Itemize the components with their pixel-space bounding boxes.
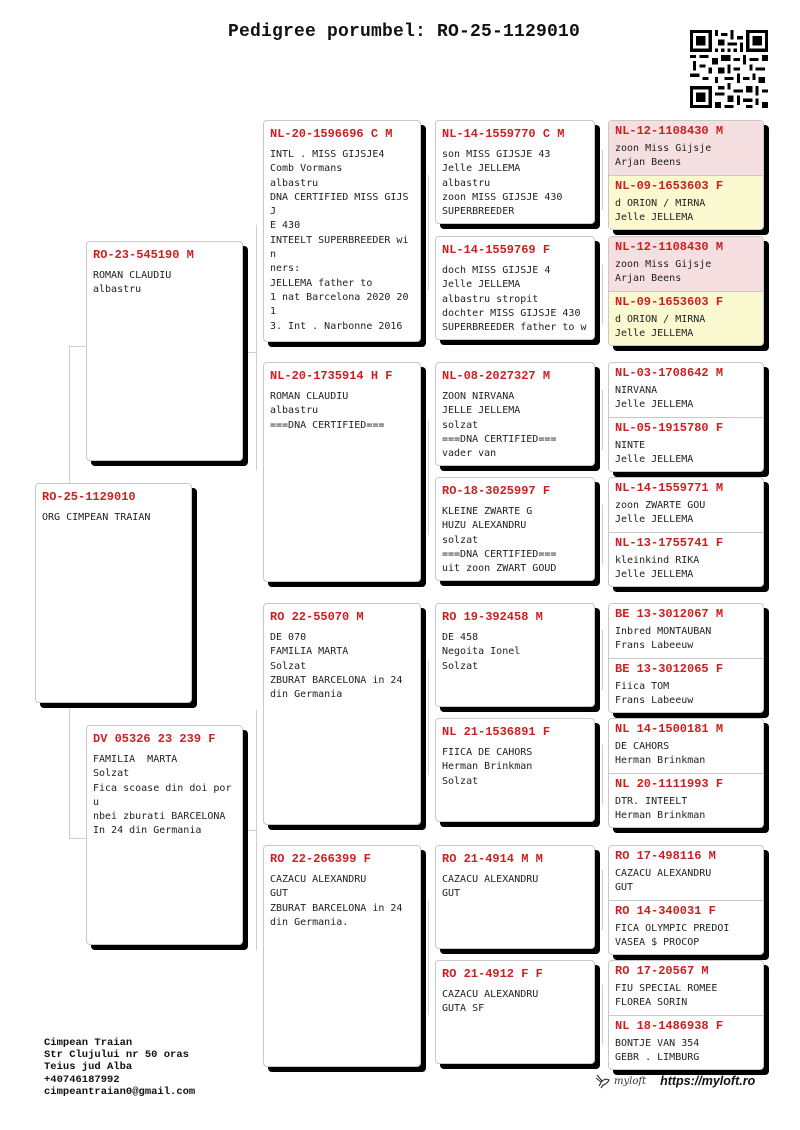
pigeon-card-gen5[interactable] <box>609 175 763 229</box>
connector-line <box>602 265 603 325</box>
pigeon-details: CAZACU ALEXANDRU GUT <box>442 874 539 900</box>
ring-number: NL 14-1500181 M <box>615 722 724 736</box>
connector-line <box>243 830 257 831</box>
pigeon-card-gen5[interactable] <box>609 478 763 532</box>
pigeon-details: zoon ZWARTE GOU Jelle JELLEMA <box>615 500 706 526</box>
pigeon-card-gen5[interactable] <box>609 417 763 471</box>
connector-line <box>602 985 603 1045</box>
ring-number: NL 18-1486938 F <box>615 1019 724 1033</box>
pigeon-details: Inbred MONTAUBAN Frans Labeeuw <box>615 626 712 652</box>
pigeon-details: zoon Miss Gijsje Arjan Beens <box>615 143 712 169</box>
pigeon-card-ffm[interactable] <box>435 236 595 340</box>
pigeon-details: ORG CIMPEAN TRAIAN <box>42 512 151 523</box>
connector-line <box>602 630 603 690</box>
grandparents-pair <box>608 845 764 955</box>
ring-number: BE 13-3012067 M <box>615 607 724 621</box>
ring-number: RO 19-392458 M <box>442 610 543 624</box>
ring-number: RO 14-340031 F <box>615 904 716 918</box>
ring-number: NL-14-1559771 M <box>615 481 724 495</box>
pigeon-details: ZOON NIRVANA JELLE JELLEMA solzat ===DNA CERTIFIED=== vader van <box>442 391 557 460</box>
grandparents-pair <box>608 362 764 472</box>
pigeon-details: CAZACU ALEXANDRU GUT <box>615 868 712 894</box>
pigeon-details: FICA OLYMPIC PREDOI VASEA $ PROCOP <box>615 923 730 949</box>
pigeon-card-subject[interactable] <box>35 483 192 703</box>
pigeon-details: d ORION / MIRNA Jelle JELLEMA <box>615 198 706 224</box>
pigeon-card-gen5[interactable] <box>609 532 763 586</box>
website-link[interactable]: https://myloft.ro <box>660 1074 756 1088</box>
pigeon-card-gen5[interactable] <box>609 658 763 712</box>
grandparents-pair <box>608 120 764 230</box>
grandparents-pair <box>608 477 764 587</box>
pigeon-card-mmf[interactable] <box>435 845 595 949</box>
connector-line <box>602 745 603 805</box>
pigeon-details: zoon Miss Gijsje Arjan Beens <box>615 259 712 285</box>
pigeon-details: DTR. INTEELT Herman Brinkman <box>615 796 706 822</box>
pigeon-details: son MISS GIJSJE 43 Jelle JELLEMA albastru zoon MISS GIJSJE 430 SUPERBREEDER <box>442 149 563 218</box>
owner-email[interactable]: cimpeantraian0@gmail.com <box>44 1085 196 1098</box>
pigeon-card-father[interactable] <box>86 241 243 461</box>
pigeon-details: NIRVANA Jelle JELLEMA <box>615 385 694 411</box>
pigeon-card-fmf[interactable] <box>435 362 595 466</box>
ring-number: NL-14-1559769 F <box>442 243 551 257</box>
ring-number: NL 21-1536891 F <box>442 725 551 739</box>
ring-number: RO-23-545190 M <box>93 248 194 262</box>
ring-number: NL-09-1653603 F <box>615 295 724 309</box>
pigeon-details: doch MISS GIJSJE 4 Jelle JELLEMA albastru stropit dochter MISS GIJSJE 430 SUPERBREEDER father to w <box>442 265 587 334</box>
ring-number: NL-14-1559770 C M <box>442 127 565 141</box>
pigeon-card-gen5[interactable] <box>609 1015 763 1069</box>
ring-number: NL-20-1596696 C M <box>270 127 393 141</box>
ring-number: RO 22-55070 M <box>270 610 364 624</box>
pigeon-details: CAZACU ALEXANDRU GUT ZBURAT BARCELONA in 24 din Germania. <box>270 874 403 928</box>
connector-line <box>69 346 86 347</box>
pigeon-card-gen5[interactable] <box>609 121 763 175</box>
qr-code-icon <box>690 30 768 108</box>
owner-address-line2: Teius jud Alba <box>44 1061 133 1074</box>
page-title: Pedigree porumbel: RO-25-1129010 <box>228 22 581 42</box>
grandparents-pair <box>608 236 764 346</box>
pigeon-details: ROMAN CLAUDIU albastru <box>93 270 172 296</box>
connector-line <box>428 175 429 290</box>
connector-line <box>602 870 603 930</box>
pigeon-card-gen5[interactable] <box>609 961 763 1015</box>
pigeon-details: NINTE Jelle JELLEMA <box>615 440 694 466</box>
owner-name: Cimpean Traian <box>44 1037 133 1049</box>
ring-number: RO 17-20567 M <box>615 964 709 978</box>
pigeon-details: kleinkind RIKA Jelle JELLEMA <box>615 555 700 581</box>
pigeon-details: INTL . MISS GIJSJE4 Comb Vormans albastru DNA CERTIFIED MISS GIJSJ E 430 INTEELT SUPERBREEDER win ners: JELLEMA father to 1 nat Barcelona 2020 201 3. Int . Narbonne 2016 <box>270 149 409 332</box>
ring-number: RO 22-266399 F <box>270 852 371 866</box>
pigeon-card-gen5[interactable] <box>609 900 763 954</box>
pigeon-details: FIICA DE CAHORS Herman Brinkman Solzat <box>442 747 533 787</box>
ring-number: RO 21-4912 F F <box>442 967 543 981</box>
brand-footer <box>594 1072 755 1090</box>
ring-number: RO 21-4914 M M <box>442 852 543 866</box>
grandparents-pair <box>608 718 764 828</box>
connector-line <box>69 838 86 839</box>
ring-number: DV 05326 23 239 F <box>93 732 216 746</box>
connector-line <box>428 900 429 1015</box>
pigeon-card-gen5[interactable] <box>609 291 763 345</box>
connector-line <box>602 390 603 450</box>
pigeon-card-fff[interactable] <box>435 120 595 224</box>
pigeon-details: CAZACU ALEXANDRU GUTA SF <box>442 989 539 1015</box>
ring-number: NL-12-1108430 M <box>615 124 724 138</box>
pigeon-details: Fiica TOM Frans Labeeuw <box>615 681 694 707</box>
pigeon-details: ROMAN CLAUDIU albastru ===DNA CERTIFIED=== <box>270 391 385 431</box>
pigeon-card-fm[interactable] <box>263 362 421 582</box>
grandparents-pair <box>608 960 764 1070</box>
owner-phone: +40746187992 <box>44 1073 120 1086</box>
connector-line <box>428 660 429 775</box>
pigeon-card-mff[interactable] <box>435 603 595 707</box>
pigeon-details: FIU SPECIAL ROMEE FLOREA SORIN <box>615 983 718 1009</box>
pigeon-details: d ORION / MIRNA Jelle JELLEMA <box>615 314 706 340</box>
myloft-logo <box>594 1072 646 1090</box>
pigeon-card-gen5[interactable] <box>609 846 763 900</box>
pigeon-card-gen5[interactable] <box>609 237 763 291</box>
ring-number: BE 13-3012065 F <box>615 662 724 676</box>
ring-number: NL 20-1111993 F <box>615 777 724 791</box>
ring-number: RO-18-3025997 F <box>442 484 551 498</box>
pigeon-card-ff[interactable] <box>263 120 421 342</box>
ring-number: NL-13-1755741 F <box>615 536 724 550</box>
connector-line <box>602 505 603 565</box>
pigeon-card-gen5[interactable] <box>609 719 763 773</box>
pigeon-card-gen5[interactable] <box>609 773 763 827</box>
pigeon-details: KLEINE ZWARTE G HUZU ALEXANDRU solzat ===DNA CERTIFIED=== uit zoon ZWART GOUD <box>442 506 557 575</box>
pigeon-card-mother[interactable] <box>86 725 243 945</box>
connector-line <box>428 420 429 535</box>
pigeon-details: DE CAHORS Herman Brinkman <box>615 741 706 767</box>
pigeon-card-mm[interactable] <box>263 845 421 1067</box>
pigeon-details: FAMILIA MARTA Solzat Fica scoase din doi poru nbei zburati BARCELONA In 24 din Germania <box>93 754 232 837</box>
pigeon-card-gen5[interactable] <box>609 363 763 417</box>
ring-number: NL-03-1708642 M <box>615 366 724 380</box>
pigeon-card-mmm[interactable] <box>435 960 595 1064</box>
connector-line <box>602 150 603 210</box>
connector-line <box>243 352 257 353</box>
pigeon-card-gen5[interactable] <box>609 604 763 658</box>
ring-number: NL-20-1735914 H F <box>270 369 393 383</box>
ring-number: NL-05-1915780 F <box>615 421 724 435</box>
ring-number: NL-12-1108430 M <box>615 240 724 254</box>
logo-text: myloft <box>614 1075 647 1087</box>
owner-contact <box>44 1037 195 1098</box>
ring-number: NL-08-2027327 M <box>442 369 551 383</box>
pigeon-card-mfm[interactable] <box>435 718 595 822</box>
ring-number: RO 17-498116 M <box>615 849 716 863</box>
ring-number: RO-25-1129010 <box>42 490 136 504</box>
grandparents-pair <box>608 603 764 713</box>
pigeon-card-fmm[interactable] <box>435 477 595 581</box>
pigeon-card-mf[interactable] <box>263 603 421 825</box>
pigeon-logo-icon <box>594 1072 612 1090</box>
pigeon-details: DE 458 Negoita Ionel Solzat <box>442 632 521 672</box>
owner-address-line1: Str Clujului nr 50 oras <box>44 1049 189 1062</box>
connector-line <box>256 225 257 470</box>
pigeon-details: BONTJE VAN 354 GEBR . LIMBURG <box>615 1038 700 1064</box>
pigeon-details: DE 070 FAMILIA MARTA Solzat ZBURAT BARCELONA in 24 din Germania <box>270 632 403 701</box>
ring-number: NL-09-1653603 F <box>615 179 724 193</box>
